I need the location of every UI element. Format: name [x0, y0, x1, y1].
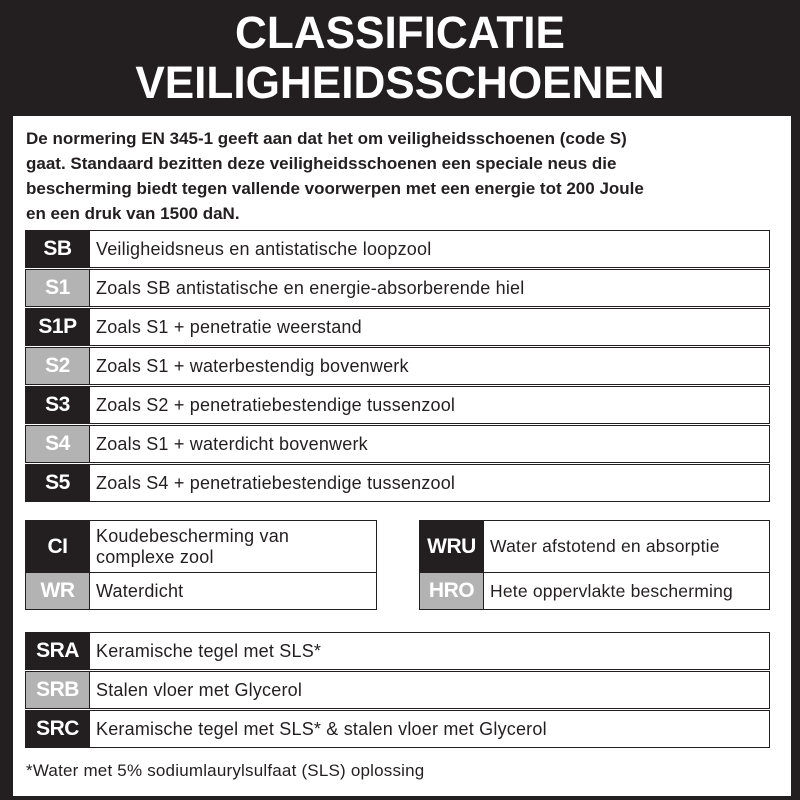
extra-code: CI: [26, 521, 89, 572]
extra-code: WR: [26, 573, 89, 609]
class-description: Zoals S4 + penetratiebestendige tussenzool: [89, 465, 769, 501]
extra-code: HRO: [420, 573, 483, 609]
intro-line-4: en een druk van 1500 daN.: [26, 204, 240, 223]
intro-paragraph: [26, 126, 776, 226]
intro-line-2: gaat. Standaard bezitten deze veiligheidsschoenen een speciale neus die: [26, 154, 617, 173]
extra-description-line-2: complexe zool: [96, 546, 214, 567]
class-row-s5: [25, 464, 770, 502]
class-code: S1: [26, 270, 89, 306]
extra-code: WRU: [420, 521, 483, 572]
class-row-sb: [25, 230, 770, 268]
class-code: S2: [26, 348, 89, 384]
extra-description-line-1: Koudebescherming van: [96, 525, 290, 546]
slip-code: SRC: [26, 711, 89, 747]
title-line-1: CLASSIFICATIE: [235, 7, 565, 58]
footnote: *Water met 5% sodiumlaurylsulfaat (SLS) oplossing: [26, 761, 425, 780]
slip-row-sra: [25, 632, 770, 670]
class-description: Zoals S2 + penetratiebestendige tussenzool: [89, 387, 769, 423]
class-code: SB: [26, 231, 89, 267]
slip-row-src: [25, 710, 770, 748]
page-title: [0, 0, 800, 116]
class-row-s2: [25, 347, 770, 385]
extra-description: Waterdicht: [89, 573, 376, 609]
class-row-s1p: [25, 308, 770, 346]
intro-line-3: bescherming biedt tegen vallende voorwerpen met een energie tot 200 Joule: [26, 179, 644, 198]
extra-description: Water afstotend en absorptie: [483, 521, 769, 572]
extra-row-wru: [419, 520, 770, 573]
slip-description: Stalen vloer met Glycerol: [89, 672, 769, 708]
intro-line-1: De normering EN 345-1 geeft aan dat het om veiligheidsschoenen (code S): [26, 129, 627, 148]
class-description: Veiligheidsneus en antistatische loopzool: [89, 231, 769, 267]
title-line-2: VEILIGHEIDSSCHOENEN: [135, 57, 665, 108]
slip-code: SRB: [26, 672, 89, 708]
class-row-s3: [25, 386, 770, 424]
class-code: S1P: [26, 309, 89, 345]
class-description: Zoals S1 + penetratie weerstand: [89, 309, 769, 345]
class-row-s4: [25, 425, 770, 463]
extra-row-wr: [25, 572, 377, 610]
class-code: S4: [26, 426, 89, 462]
slip-row-srb: [25, 671, 770, 709]
class-description: Zoals S1 + waterdicht bovenwerk: [89, 426, 769, 462]
slip-description: Keramische tegel met SLS*: [89, 633, 769, 669]
slip-description: Keramische tegel met SLS* & stalen vloer met Glycerol: [89, 711, 769, 747]
class-code: S5: [26, 465, 89, 501]
extra-row-hro: [419, 572, 770, 610]
slip-code: SRA: [26, 633, 89, 669]
extra-description: [89, 521, 376, 572]
content-panel: [13, 116, 791, 796]
extra-description: Hete oppervlakte bescherming: [483, 573, 769, 609]
class-row-s1: [25, 269, 770, 307]
class-code: S3: [26, 387, 89, 423]
class-description: Zoals S1 + waterbestendig bovenwerk: [89, 348, 769, 384]
extra-row-ci: [25, 520, 377, 573]
class-description: Zoals SB antistatische en energie-absorberende hiel: [89, 270, 769, 306]
